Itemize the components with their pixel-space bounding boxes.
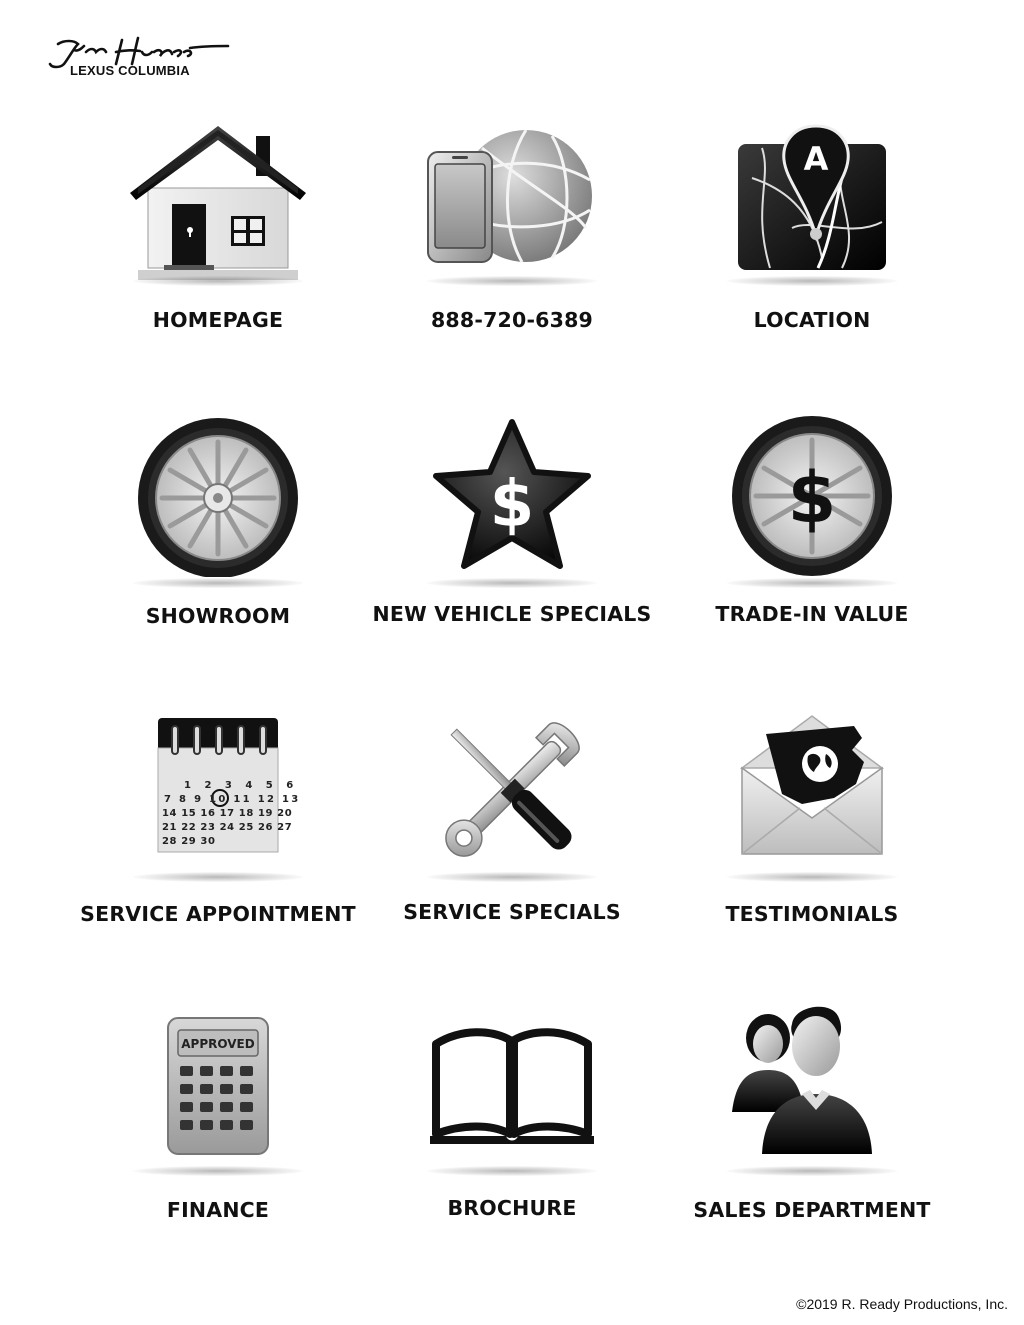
tile-service-specials[interactable] (362, 708, 662, 968)
phone-globe-icon (422, 118, 602, 283)
dollar-symbol: $ (787, 457, 837, 539)
icon-shadow (427, 578, 597, 588)
open-book-icon (422, 1004, 602, 1169)
tile-location[interactable] (662, 118, 962, 378)
icon-shadow (727, 578, 897, 588)
dollar-wheel-icon (722, 412, 902, 577)
tile-label: 888-720-6389 (430, 308, 594, 332)
brand-subtitle: LEXUS COLUMBIA (70, 63, 190, 78)
icon-shadow (727, 276, 897, 286)
tile-testimonials[interactable] (662, 708, 962, 968)
icon-shadow (133, 872, 303, 882)
dollar-star-icon (422, 412, 602, 577)
tile-label: SERVICE SPECIALS (403, 900, 621, 924)
tile-service-appointment[interactable] (68, 708, 368, 968)
copyright-footer: ©2019 R. Ready Productions, Inc. (796, 1296, 1008, 1312)
tile-trade-in-value[interactable] (662, 412, 962, 672)
dealer-logo[interactable] (44, 34, 244, 84)
tile-label: HOMEPAGE (152, 308, 284, 332)
tile-label: BROCHURE (447, 1196, 577, 1220)
tile-label: SALES DEPARTMENT (693, 1198, 931, 1222)
calendar-row: 1 2 3 4 5 6 (184, 780, 299, 791)
icon-shadow (727, 872, 897, 882)
tile-finance[interactable] (68, 1004, 368, 1264)
icon-shadow (427, 276, 597, 286)
icon-shadow (133, 276, 303, 286)
tile-phone[interactable] (362, 118, 662, 378)
wheel-icon (128, 412, 308, 577)
calendar-row: 14 15 16 17 18 19 20 (162, 808, 293, 819)
envelope-globe-icon (722, 708, 902, 873)
tile-label: SHOWROOM (145, 604, 291, 628)
icon-shadow (133, 1166, 303, 1176)
house-icon (128, 118, 308, 283)
tile-showroom[interactable] (68, 412, 368, 672)
wrench-screwdriver-icon (422, 708, 602, 873)
calendar-icon (128, 708, 308, 873)
icon-shadow (133, 578, 303, 588)
calendar-row: 21 22 23 24 25 26 27 (162, 822, 293, 833)
tile-brochure[interactable] (362, 1004, 662, 1264)
pin-letter: A (803, 140, 829, 178)
calendar-row: 28 29 30 (162, 836, 216, 847)
tile-label: TESTIMONIALS (725, 902, 899, 926)
tile-label: FINANCE (166, 1198, 270, 1222)
dollar-symbol: $ (489, 468, 535, 542)
icon-shadow (427, 1166, 597, 1176)
icon-shadow (727, 1166, 897, 1176)
tile-homepage[interactable] (68, 118, 368, 378)
map-pin-icon (722, 118, 902, 283)
people-icon (722, 994, 902, 1159)
tile-label: LOCATION (753, 308, 871, 332)
tile-label: NEW VEHICLE SPECIALS (372, 602, 652, 626)
tile-sales-department[interactable] (662, 994, 962, 1254)
tile-label: TRADE-IN VALUE (715, 602, 909, 626)
calendar-row: 7 8 9 10 11 12 13 (164, 794, 301, 805)
calculator-screen-text: APPROVED (181, 1037, 255, 1051)
tile-new-vehicle-specials[interactable] (362, 412, 662, 672)
calculator-icon (128, 1004, 308, 1169)
icon-shadow (427, 872, 597, 882)
tile-label: SERVICE APPOINTMENT (80, 902, 356, 926)
